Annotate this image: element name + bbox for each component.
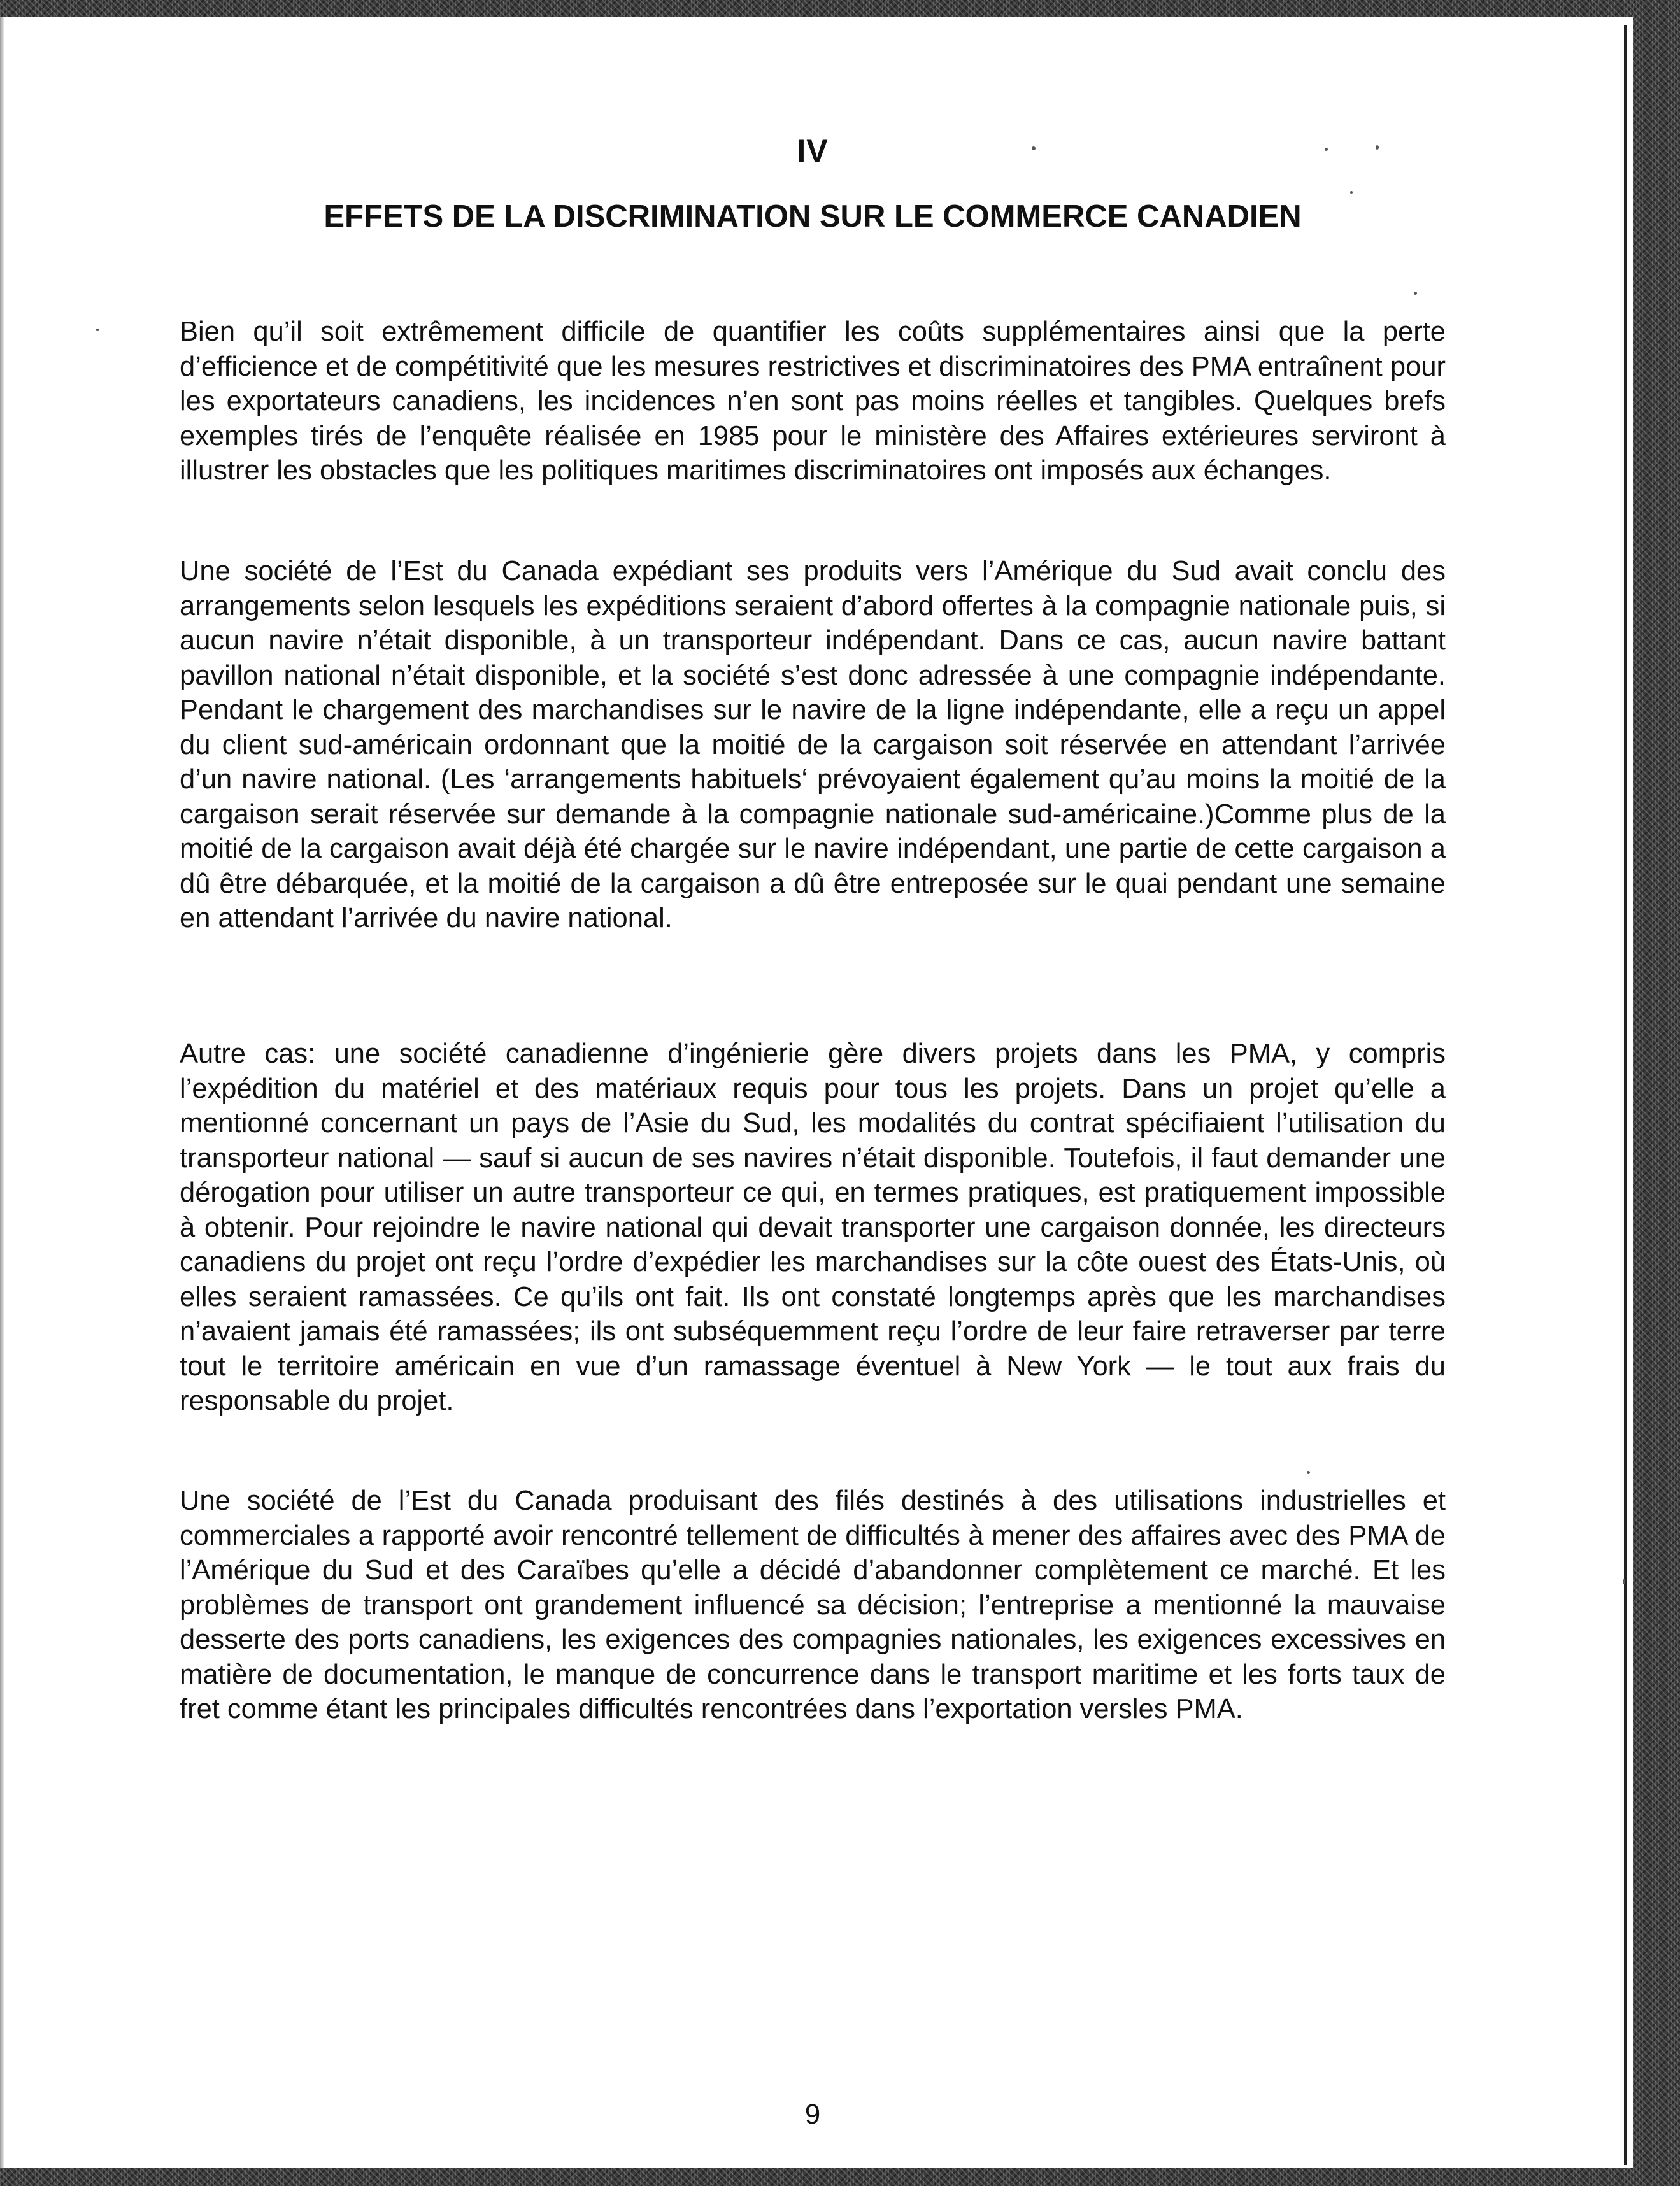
scan-speck bbox=[1623, 1579, 1625, 1584]
page-number: 9 bbox=[804, 2099, 821, 2130]
paragraph-3: Autre cas: une société canadienne d’ingénierie gère divers projets dans les PMA, y compris l’expédition du matériel et des matériaux requis pour tous les projets. Dans un projet qu’elle a mentionné concernant un pays de l’Asie du Sud, les modalités du contrat spécifiaient l’utilisation du transporteur national — sauf si aucun de ses navires n’était disponible. Toutefois, il faut demander une dérogation pour utiliser un autre transporteur ce qui, en termes pratiques, est pratiquement impossible à obtenir. Pour rejoindre le navire national qui devait transporter une cargaison donnée, les directeurs canadiens du projet ont reçu l’ordre d’expédier les marchandises sur la côte ouest des États-Unis, où elles seraient ramassées. Ce qu’ils ont fait. Ils ont constaté longtemps après que les marchandises n’avaient jamais été ramassées; ils ont subséquemment reçu l’ordre de leur faire retraverser par terre tout le territoire américain en vue d’un ramassage éventuel à New York — le tout aux frais du responsable du projet. bbox=[180, 1039, 1446, 1416]
scan-border-top bbox=[0, 0, 1680, 17]
paragraph-4: Une société de l’Est du Canada produisant des filés destinés à des utilisations industrielles et commerciales a rapporté avoir rencontré tellement de difficultés à mener des affaires avec des PMA de l’Amérique du Sud et des Caraïbes qu’elle a décidé d’abandonner complètement ce marché. Et les problèmes de transport ont grandement influencé sa décision; l’entreprise a mentionné la mauvaise desserte des ports canadiens, les exigences des compagnies nationales, les exigences excessives en matière de documentation, le manque de concurrence dans le transport maritime et les forts taux de fret comme étant les principales difficultés rencontrées dans l’exportation versles PMA. bbox=[180, 1486, 1446, 1724]
scan-speck bbox=[1414, 292, 1417, 295]
paragraph-1: Bien qu’il soit extrêmement difficile de quantifier les coûts supplémentaires ainsi que la perte d’efficience et de compétitivité que les mesures restrictives et discriminatoires des PMA entraînent pour les exportateurs canadiens, les incidences n’en sont pas moins réelles et tangibles. Quelques brefs exemples tirés de l’enquête réalisée en 1985 pour le ministère des Affaires extérieures serviront à illustrer les obstacles que les politiques maritimes discriminatoires ont imposés aux échanges. bbox=[180, 316, 1446, 486]
paragraph-2: Une société de l’Est du Canada expédiant ses produits vers l’Amérique du Sud avait conclu des arrangements selon lesquels les expéditions seraient d’abord offertes à la compagnie nationale puis, si aucun navire n’était disponible, à un transporteur indépendant. Dans ce cas, aucun navire battant pavillon national n’était disponible, et la société s’est donc adressée à une compagnie indépendante. Pendant le chargement des marchandises sur le navire de la ligne indépendante, elle a reçu un appel du client sud-américain ordonnant que la moitié de la cargaison soit réservée en attendant l’arrivée d’un navire national. (Les ‘arrangements habituels‘ prévoyaient également qu’au moins la moitié de la cargaison serait réservée sur demande à la compagnie nationale sud-américaine.)Comme plus de la moitié de la cargaison avait déjà été chargée sur le navire indépendant, une partie de cette cargaison a dû être débarquée, et la moitié de la cargaison a dû être entreposée sur le quai pendant une semaine en attendant l’arrivée du navire national. bbox=[180, 556, 1446, 933]
scan-border-left bbox=[0, 0, 4, 2186]
page-title: EFFETS DE LA DISCRIMINATION SUR LE COMMERCE CANADIEN bbox=[324, 199, 1302, 234]
scan-speck bbox=[1307, 1471, 1310, 1474]
scan-speck bbox=[96, 329, 99, 331]
section-number: IV bbox=[797, 133, 829, 169]
scan-speck bbox=[1350, 191, 1353, 194]
scan-border-bottom bbox=[0, 2168, 1680, 2186]
scan-border-right bbox=[1633, 0, 1680, 2186]
